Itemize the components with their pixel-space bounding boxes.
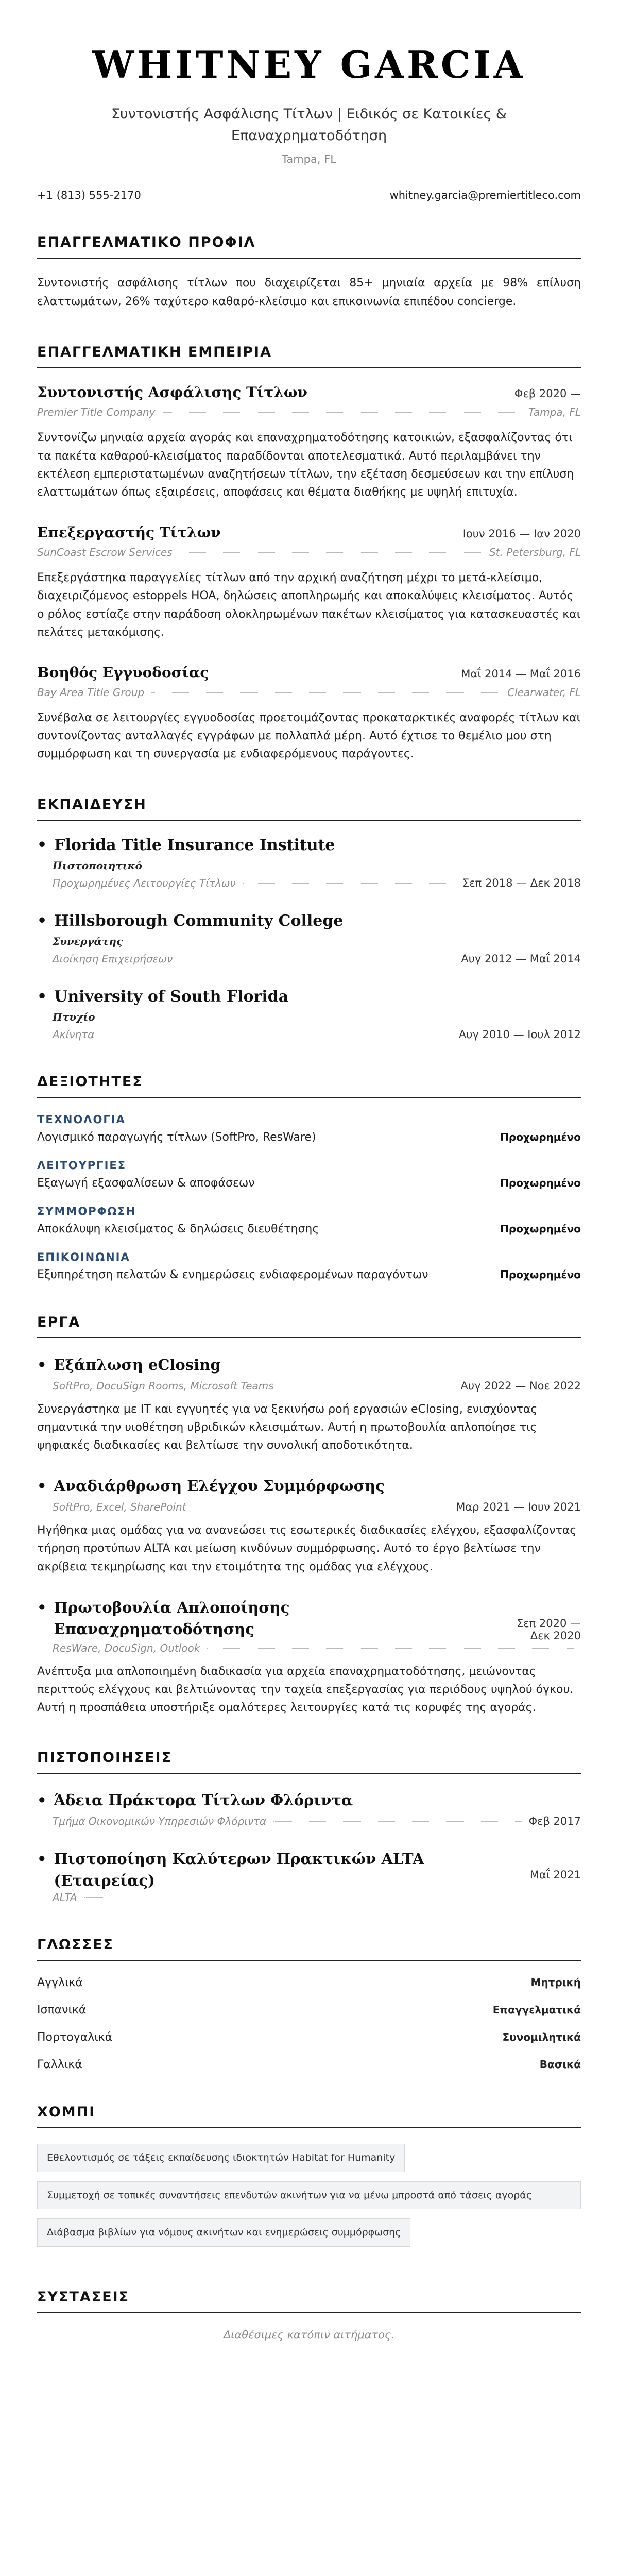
language-row — [37, 2058, 581, 2071]
section-title: ΕΚΠΑΙΔΕΥΣΗ — [37, 796, 581, 821]
section-title: ΧΟΜΠΙ — [37, 2104, 581, 2128]
dotted-leader — [180, 552, 482, 553]
certification-date: Φεβ 2017 — [528, 1815, 581, 1828]
hobby-tag: Συμμετοχή σε τοπικές συναντήσεις επενδυτών ακινήτων για να μένω μπροστά από τάσεις αγοράς — [37, 2181, 581, 2210]
field-of-study: Διοίκηση Επιχειρήσεων — [53, 952, 173, 965]
job-location: Tampa, FL — [528, 406, 581, 419]
job-title: Βοηθός Εγγυοδοσίας — [37, 664, 209, 681]
hobby-tag: Εθελοντισμός σε τάξεις εκπαίδευσης ιδιοκτητών Habitat for Humanity — [37, 2144, 405, 2172]
dotted-leader — [101, 1034, 452, 1035]
profile-summary: Συντονιστής ασφάλισης τίτλων που διαχειρίζεται 85+ μηνιαία αρχεία με 98% επίλυση ελαττωμάτων, 26% ταχύτερο καθαρό-κλείσιμο και επικοινωνία επιπέδου concierge. — [37, 276, 581, 309]
school-name: University of South Florida — [54, 987, 289, 1006]
language-level: Βασικά — [539, 2058, 581, 2071]
job-description: Συντονίζω μηνιαία αρχεία αγοράς και επαναχρηματοδότησης κατοικιών, εξασφαλίζοντας ότι τα πακέτα καθαρού-κλεισίματος παραδίδονται αποτελεσματικά. Αυτό περιλαμβάνει την εκτέλεση εμπεριστατωμένων αναζητήσεων τίτλων, την εξέταση δεσμεύσεων και την επίλυση ελαττωμάτων όπως εξαιρέσεις, αποφάσεις και θέματα διαθήκης με υψηλή επιτυχία. — [37, 431, 574, 499]
project-description: Ανέπτυξα μια απλοποιημένη διαδικασία για αρχεία επαναχρηματοδότησης, μειώνοντας περιττούς ελέγχους και βελτιώνοντας την ταχεία επεξεργασίας για περιόδους υψηλού όγκου. Αυτή η προσπάθεια υποστήριξε ομαλότερες λειτουργίες κατά τις κορυφές της αγοράς. — [37, 1665, 574, 1715]
bullet-icon: • — [37, 987, 47, 1006]
skill-category: ΤΕΧΝΟΛΟΓΙΑ — [37, 1113, 126, 1126]
certification-title: Πιστοποίηση Καλύτερων Πρακτικών ALTA (Εταιρείας) — [54, 1850, 424, 1890]
language-level: Μητρική — [530, 1976, 581, 1989]
skill-category: ΕΠΙΚΟΙΝΩΝΙΑ — [37, 1250, 130, 1263]
project-date: Μαρ 2021 — Ιουν 2021 — [456, 1501, 581, 1514]
certifications-section — [37, 1750, 581, 1904]
job-location: Clearwater, FL — [507, 686, 581, 699]
education-entry — [37, 836, 581, 889]
bullet-icon: • — [37, 1850, 47, 1868]
education-section — [37, 796, 581, 1041]
dotted-leader — [84, 1897, 110, 1898]
project-tools: ResWare, DocuSign, Outlook — [53, 1641, 200, 1654]
project-description: Ηγήθηκα μιας ομάδας για να ανανεώσει τις εσωτερικές διαδικασίες ελέγχου, εξασφαλίζοντας τήρηση προτύπων ALTA και μείωση κινδύνων συμμόρφωσης. Αυτό το έργο βελτίωσε την ακρίβεια τεκμηρίωσης και την ετοιμότητα της ομάδας για ελέγχους. — [37, 1524, 577, 1573]
education-date: Αυγ 2010 — Ιουλ 2012 — [458, 1028, 581, 1041]
skill-category: ΣΥΜΜΟΡΦΩΣΗ — [37, 1205, 136, 1217]
bullet-icon: • — [37, 1598, 47, 1616]
candidate-name: WHITNEY GARCIA — [92, 43, 526, 87]
language-level: Επαγγελματικά — [492, 2004, 581, 2016]
language-row — [37, 1976, 581, 1989]
headline: Συντονιστής Ασφάλισης Τίτλων | Ειδικός σε Κατοικίες & Επαναχρηματοδότηση — [111, 106, 507, 144]
bullet-icon: • — [37, 1791, 47, 1809]
project-entry — [37, 1475, 581, 1576]
job-company: Premier Title Company — [37, 406, 156, 419]
section-title: ΣΥΣΤΑΣΕΙΣ — [37, 2289, 581, 2313]
language-name: Αγγλικά — [37, 1976, 83, 1990]
dotted-leader — [163, 412, 521, 413]
degree: Συνεργάτης — [53, 935, 123, 947]
language-name: Πορτογαλικά — [37, 2031, 113, 2044]
section-title: ΕΠΑΓΓΕΛΜΑΤΙΚΗ ΕΜΠΕΙΡΙΑ — [37, 344, 581, 368]
section-title: ΓΛΩΣΣΕΣ — [37, 1937, 581, 1961]
project-title: Πρωτοβουλία Απλοποίησης Επαναχρηματοδότησης — [54, 1598, 290, 1638]
skill-group — [37, 1205, 581, 1235]
dotted-leader — [281, 1385, 454, 1386]
bullet-icon: • — [37, 1355, 47, 1374]
skill-name: Αποκάλυψη κλεισίματος & δηλώσεις διευθέτησης — [37, 1222, 319, 1235]
dotted-leader — [151, 692, 500, 693]
dotted-leader — [194, 1506, 449, 1507]
job-entry — [37, 524, 581, 641]
language-name: Ισπανικά — [37, 2004, 87, 2017]
location: Tampa, FL — [281, 152, 336, 165]
job-date: Μαΐ 2014 — Μαΐ 2016 — [461, 667, 581, 680]
bullet-icon: • — [37, 836, 47, 854]
certification-entry — [37, 1848, 581, 1904]
project-entry — [37, 1354, 581, 1455]
hobby-tag: Διάβασμα βιβλίων για νόμους ακινήτων και ενημερώσεις συμμόρφωσης — [37, 2218, 410, 2247]
dotted-leader — [273, 1821, 521, 1822]
job-entry — [37, 664, 581, 764]
project-description: Συνεργάστηκα με IT και εγγυητές για να ξεκινήσω ροή εργασιών eClosing, ενισχύοντας σημαντικά την υιοθέτηση υβριδικών κλεισιμάτων. Αυτή η πρωτοβουλία απλοποίησε τις ψηφιακές διαδικασίες και βελτίωσε την συνολική αποδοτικότητα. — [37, 1402, 538, 1452]
degree: Πιστοποιητικό — [53, 859, 142, 872]
resume-header — [37, 0, 581, 201]
section-title: ΕΠΑΓΓΕΛΜΑΤΙΚΟ ΠΡΟΦΙΛ — [37, 234, 581, 259]
project-entry — [37, 1597, 581, 1717]
section-title: ΠΙΣΤΟΠΟΙΗΣΕΙΣ — [37, 1750, 581, 1774]
bullet-icon: • — [37, 1477, 47, 1495]
education-entry — [37, 988, 581, 1041]
section-title: ΕΡΓΑ — [37, 1314, 581, 1338]
skill-category: ΛΕΙΤΟΥΡΓΙΕΣ — [37, 1159, 127, 1172]
education-date: Αυγ 2012 — Μαΐ 2014 — [461, 952, 581, 965]
contact-row — [37, 189, 581, 201]
job-date: Φεβ 2020 — — [514, 387, 581, 400]
job-company: Bay Area Title Group — [37, 686, 145, 699]
projects-section — [37, 1314, 581, 1717]
project-tools: SoftPro, DocuSign Rooms, Microsoft Teams — [53, 1379, 274, 1392]
language-row — [37, 2004, 581, 2016]
skill-group — [37, 1113, 581, 1144]
job-description: Επεξεργάστηκα παραγγελίες τίτλων από την αρχική αναζήτηση μέχρι το μετά-κλείσιμο, διαχειριζόμενος estoppels HOA, δηλώσεις αποπληρωμής και αποκαλύψεις κλεισίματος. Αυτός ο ρόλος εστίαζε στην παράδοση ολοκληρωμένων πακέτων κλεισίματος για κατασκευαστές και πελάτες μετακόμισης. — [37, 571, 581, 639]
degree: Πτυχίο — [53, 1010, 95, 1023]
bullet-icon: • — [37, 911, 47, 930]
references-note: Διαθέσιμες κατόπιν αιτήματος. — [223, 2328, 395, 2341]
dotted-leader — [243, 883, 455, 884]
skill-group — [37, 1251, 581, 1281]
dotted-leader — [207, 1648, 574, 1649]
hobbies-section — [37, 2104, 581, 2256]
experience-section — [37, 344, 581, 763]
job-description: Συνέβαλα σε λειτουργίες εγγυοδοσίας προετοιμάζοντας προκαταρκτικές αναφορές τίτλων και συντονίζοντας ανταλλαγές εγγράφων με πολλαπλά μέρη. Αυτό έχτισε το θεμέλιο μου στη συμμόρφωση και τη συνεργασία με ενδιαφερόμενους παράγοντες. — [37, 711, 580, 761]
job-company: SunCoast Escrow Services — [37, 546, 173, 559]
skill-level: Προχωρημένο — [500, 1222, 581, 1235]
language-name: Γαλλικά — [37, 2058, 82, 2072]
project-title: Εξάπλωση eClosing — [54, 1355, 221, 1374]
project-date: Σεπ 2020 — Δεκ 2020 — [516, 1617, 581, 1642]
language-level: Συνομιλητικά — [502, 2031, 581, 2044]
job-entry — [37, 384, 581, 501]
language-row — [37, 2031, 581, 2044]
phone: +1 (813) 555-2170 — [37, 189, 141, 201]
skills-section — [37, 1074, 581, 1281]
project-title: Αναδιάρθρωση Ελέγχου Συμμόρφωσης — [54, 1477, 385, 1495]
school-name: Hillsborough Community College — [54, 911, 344, 930]
skill-level: Προχωρημένο — [500, 1130, 581, 1143]
skill-name: Λογισμικό παραγωγής τίτλων (SoftPro, ResWare) — [37, 1130, 316, 1144]
certification-issuer: ALTA — [53, 1891, 77, 1904]
certification-issuer: Τμήμα Οικονομικών Υπηρεσιών Φλόριντα — [53, 1815, 267, 1828]
certification-title: Άδεια Πράκτορα Τίτλων Φλόριντα — [54, 1791, 353, 1809]
job-date: Ιουν 2016 — Ιαν 2020 — [462, 528, 581, 540]
section-title: ΔΕΞΙΟΤΗΤΕΣ — [37, 1074, 581, 1098]
skill-name: Εξυπηρέτηση πελατών & ενημερώσεις ενδιαφερομένων παραγόντων — [37, 1268, 428, 1281]
job-location: St. Petersburg, FL — [489, 546, 581, 559]
skill-level: Προχωρημένο — [500, 1176, 581, 1189]
education-date: Σεπ 2018 — Δεκ 2018 — [462, 876, 581, 889]
references-section — [37, 2289, 581, 2341]
email-link[interactable]: whitney.garcia@premiertitleco.com — [389, 189, 581, 201]
languages-section — [37, 1937, 581, 2071]
job-title: Συντονιστής Ασφάλισης Τίτλων — [37, 384, 307, 401]
project-date: Αυγ 2022 — Νοε 2022 — [460, 1379, 581, 1392]
certification-date: Μαΐ 2021 — [529, 1869, 581, 1882]
dotted-leader — [180, 958, 454, 959]
skill-group — [37, 1159, 581, 1190]
education-entry — [37, 912, 581, 965]
field-of-study: Ακίνητα — [53, 1028, 95, 1041]
skill-name: Εξαγωγή εξασφαλίσεων & αποφάσεων — [37, 1176, 255, 1190]
field-of-study: Προχωρημένες Λειτουργίες Τίτλων — [53, 876, 236, 889]
job-title: Επεξεργαστής Τίτλων — [37, 524, 221, 541]
project-tools: SoftPro, Excel, SharePoint — [53, 1501, 186, 1514]
certification-entry — [37, 1789, 581, 1827]
skill-level: Προχωρημένο — [500, 1268, 581, 1281]
profile-section — [37, 234, 581, 312]
school-name: Florida Title Insurance Institute — [54, 836, 335, 854]
